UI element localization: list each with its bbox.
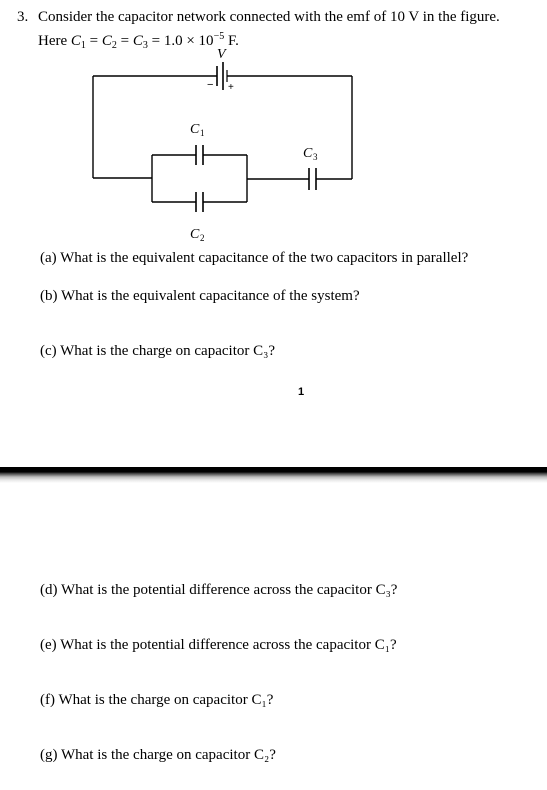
c3-symbol: C (132, 33, 143, 49)
question-f-tag: (f) (40, 692, 55, 708)
page-number: 1 (298, 386, 305, 398)
c1-label: C (190, 122, 200, 137)
question-c (40, 342, 275, 360)
question-e (40, 636, 397, 654)
capacitance-exponent: −5 (213, 31, 225, 42)
capacitor-circuit-diagram (0, 0, 547, 250)
emf-label: V (217, 47, 226, 62)
question-b (40, 287, 360, 305)
c1-symbol: C (70, 33, 81, 49)
question-b-tag: (b) (40, 288, 58, 304)
question-e-text: What is the potential difference across the capacitor C₁? (60, 637, 397, 653)
equals-2: = (116, 33, 133, 49)
question-b-text: What is the equivalent capacitance of the system? (60, 288, 360, 304)
c2-label-subscript: 2 (200, 233, 205, 243)
question-d-tag: (d) (40, 582, 58, 598)
problem-intro-line-1: Consider the capacitor network connected with the emf of 10 V in the figure. (38, 9, 500, 25)
equals-1: = (85, 33, 102, 49)
page-break-divider (0, 467, 547, 483)
question-a-text: What is the equivalent capacitance of the two capacitors in parallel? (60, 250, 469, 266)
c2-label: C (190, 227, 200, 242)
c3-label: C (303, 146, 313, 161)
question-c-tag: (c) (40, 343, 57, 359)
question-g (40, 746, 276, 764)
question-f (40, 691, 273, 709)
c3-label-subscript: 3 (313, 152, 318, 162)
c1-subscript: 1 (80, 40, 86, 51)
c2-symbol: C (101, 33, 112, 49)
capacitance-value: = 1.0 × 10 (147, 33, 214, 49)
battery-minus-sign: − (207, 79, 214, 91)
question-a-tag: (a) (40, 250, 57, 266)
c2-subscript: 2 (111, 40, 117, 51)
c1-label-subscript: 1 (200, 128, 205, 138)
problem-number: 3. (17, 9, 29, 25)
c3-subscript: 3 (142, 40, 148, 51)
capacitance-unit: F. (224, 33, 239, 49)
question-d-text: What is the potential difference across the capacitor C₃? (60, 582, 398, 598)
question-g-tag: (g) (40, 747, 58, 763)
question-d (40, 581, 397, 599)
question-f-text: What is the charge on capacitor C₁? (58, 692, 274, 708)
question-e-tag: (e) (40, 637, 57, 653)
question-g-text: What is the charge on capacitor C₂? (60, 747, 276, 763)
intro-prefix: Here (38, 33, 71, 49)
question-c-text: What is the charge on capacitor C₃? (60, 343, 276, 359)
battery-plus-sign: + (228, 82, 234, 93)
question-a (40, 249, 468, 267)
